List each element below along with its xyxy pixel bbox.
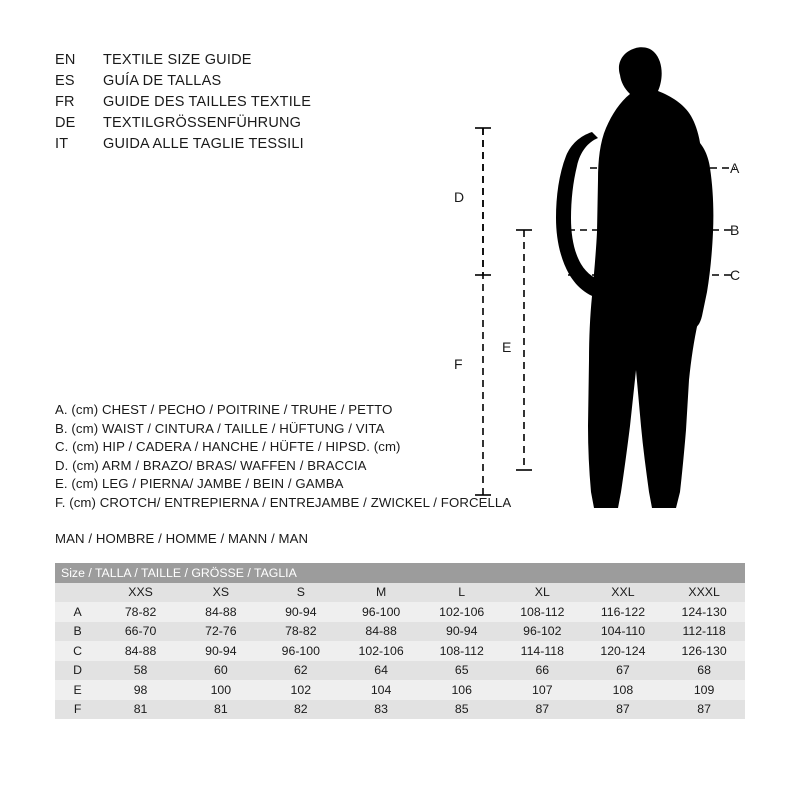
- cell-c-xxs: 84-88: [100, 641, 181, 661]
- cell-d-m: 64: [341, 661, 422, 681]
- cell-c-xs: 90-94: [181, 641, 261, 661]
- row-label-f: F: [55, 700, 100, 720]
- cell-b-xxxl: 112-118: [663, 622, 745, 642]
- title-row: [55, 52, 475, 73]
- cell-c-xxl: 120-124: [583, 641, 664, 661]
- table-row: [55, 641, 745, 661]
- cell-a-xxxl: 124-130: [663, 602, 745, 622]
- table-row: [55, 602, 745, 622]
- column-header-blank: [55, 583, 100, 603]
- legend-item-a: A. (cm) CHEST / PECHO / POITRINE / TRUHE / PETTO: [55, 402, 393, 417]
- cell-c-xxxl: 126-130: [663, 641, 745, 661]
- cell-f-m: 83: [341, 700, 422, 720]
- cell-e-xl: 107: [502, 680, 583, 700]
- cell-a-m: 96-100: [341, 602, 422, 622]
- title-text-fr: GUIDE DES TAILLES TEXTILE: [103, 94, 312, 110]
- gender-label: MAN / HOMBRE / HOMME / MANN / MAN: [55, 531, 309, 546]
- cell-c-m: 102-106: [341, 641, 422, 661]
- title-lang-fr: FR: [55, 94, 75, 110]
- column-header-m: M: [341, 583, 422, 603]
- cell-e-m: 104: [341, 680, 422, 700]
- legend-item-e: E. (cm) LEG / PIERNA/ JAMBE / BEIN / GAMBA: [55, 476, 344, 492]
- column-header-xxxl: XXXL: [663, 583, 745, 603]
- cell-e-xxl: 108: [583, 680, 664, 700]
- cell-b-s: 78-82: [261, 622, 341, 642]
- legend-item-c: C. (cm) HIP / CADERA / HANCHE / HÜFTE / HIPSD. (cm): [55, 439, 401, 455]
- cell-d-xxs: 58: [100, 661, 181, 681]
- cell-d-xxxl: 68: [663, 661, 745, 681]
- column-header-s: S: [261, 583, 341, 603]
- title-lang-es: ES: [55, 73, 75, 89]
- cell-e-l: 106: [421, 680, 502, 700]
- cell-e-xs: 100: [181, 680, 261, 700]
- row-label-d: D: [55, 661, 100, 681]
- cell-b-xxs: 66-70: [100, 622, 181, 642]
- title-block: [55, 52, 475, 157]
- cell-a-xxl: 116-122: [583, 602, 664, 622]
- cell-f-xs: 81: [181, 700, 261, 720]
- size-table-wrapper: [55, 563, 745, 719]
- legend-item-b: B. (cm) WAIST / CINTURA / TAILLE / HÜFTUNG / VITA: [55, 420, 385, 436]
- cell-f-xxl: 87: [583, 700, 664, 720]
- row-label-c: C: [55, 641, 100, 661]
- cell-b-xxl: 104-110: [583, 622, 664, 642]
- cell-a-xs: 84-88: [181, 602, 261, 622]
- title-lang-it: IT: [55, 136, 69, 152]
- title-text-es: GUÍA DE TALLAS: [103, 73, 222, 89]
- cell-b-xs: 72-76: [181, 622, 261, 642]
- legend-item-f: F. (cm) CROTCH/ ENTREPIERNA / ENTREJAMBE / ZWICKEL / FORCELLA: [55, 494, 512, 510]
- cell-b-l: 90-94: [421, 622, 502, 642]
- marker-label-e: E: [502, 339, 512, 355]
- title-text-it: GUIDA ALLE TAGLIE TESSILI: [103, 136, 304, 152]
- legend-block: [55, 401, 515, 513]
- column-header-l: L: [421, 583, 502, 603]
- cell-f-xxs: 81: [100, 700, 181, 720]
- marker-label-b: B: [730, 222, 740, 238]
- marker-label-f: F: [454, 356, 463, 372]
- cell-b-xl: 96-102: [502, 622, 583, 642]
- table-title: Size / TALLA / TAILLE / GRÖSSE / TAGLIA: [55, 563, 745, 583]
- cell-b-m: 84-88: [341, 622, 422, 642]
- title-lang-en: EN: [55, 52, 76, 68]
- marker-label-c: C: [730, 267, 741, 283]
- cell-f-xl: 87: [502, 700, 583, 720]
- table-row: [55, 680, 745, 700]
- title-text-en: TEXTILE SIZE GUIDE: [103, 52, 252, 68]
- cell-c-l: 108-112: [421, 641, 502, 661]
- title-row: [55, 136, 475, 157]
- cell-d-xxl: 67: [583, 661, 664, 681]
- cell-c-s: 96-100: [261, 641, 341, 661]
- cell-e-xxxl: 109: [663, 680, 745, 700]
- cell-f-xxxl: 87: [663, 700, 745, 720]
- cell-a-xl: 108-112: [502, 602, 583, 622]
- title-row: [55, 115, 475, 136]
- title-row: [55, 94, 475, 115]
- row-label-b: B: [55, 622, 100, 642]
- cell-e-xxs: 98: [100, 680, 181, 700]
- table-row: [55, 661, 745, 681]
- cell-e-s: 102: [261, 680, 341, 700]
- table-row: [55, 700, 745, 720]
- column-header-xxl: XXL: [583, 583, 664, 603]
- cell-d-s: 62: [261, 661, 341, 681]
- table-column-header-row: [55, 583, 745, 603]
- cell-f-s: 82: [261, 700, 341, 720]
- title-text-de: TEXTILGRÖSSENFÜHRUNG: [103, 115, 302, 131]
- cell-a-xxs: 78-82: [100, 602, 181, 622]
- cell-a-s: 90-94: [261, 602, 341, 622]
- cell-d-l: 65: [421, 661, 502, 681]
- marker-label-d: D: [454, 189, 465, 205]
- cell-d-xl: 66: [502, 661, 583, 681]
- cell-a-l: 102-106: [421, 602, 502, 622]
- column-header-xxs: XXS: [100, 583, 181, 603]
- table-title-row: [55, 563, 745, 583]
- cell-f-l: 85: [421, 700, 502, 720]
- man-silhouette: [556, 47, 713, 508]
- marker-label-a: A: [730, 160, 740, 176]
- legend-item-d: D. (cm) ARM / BRAZO/ BRAS/ WAFFEN / BRACCIA: [55, 457, 367, 473]
- table-row: [55, 622, 745, 642]
- column-header-xs: XS: [181, 583, 261, 603]
- title-lang-de: DE: [55, 115, 76, 131]
- title-row: [55, 73, 475, 94]
- cell-c-xl: 114-118: [502, 641, 583, 661]
- size-table: [55, 563, 745, 719]
- cell-d-xs: 60: [181, 661, 261, 681]
- row-label-e: E: [55, 680, 100, 700]
- column-header-xl: XL: [502, 583, 583, 603]
- row-label-a: A: [55, 602, 100, 622]
